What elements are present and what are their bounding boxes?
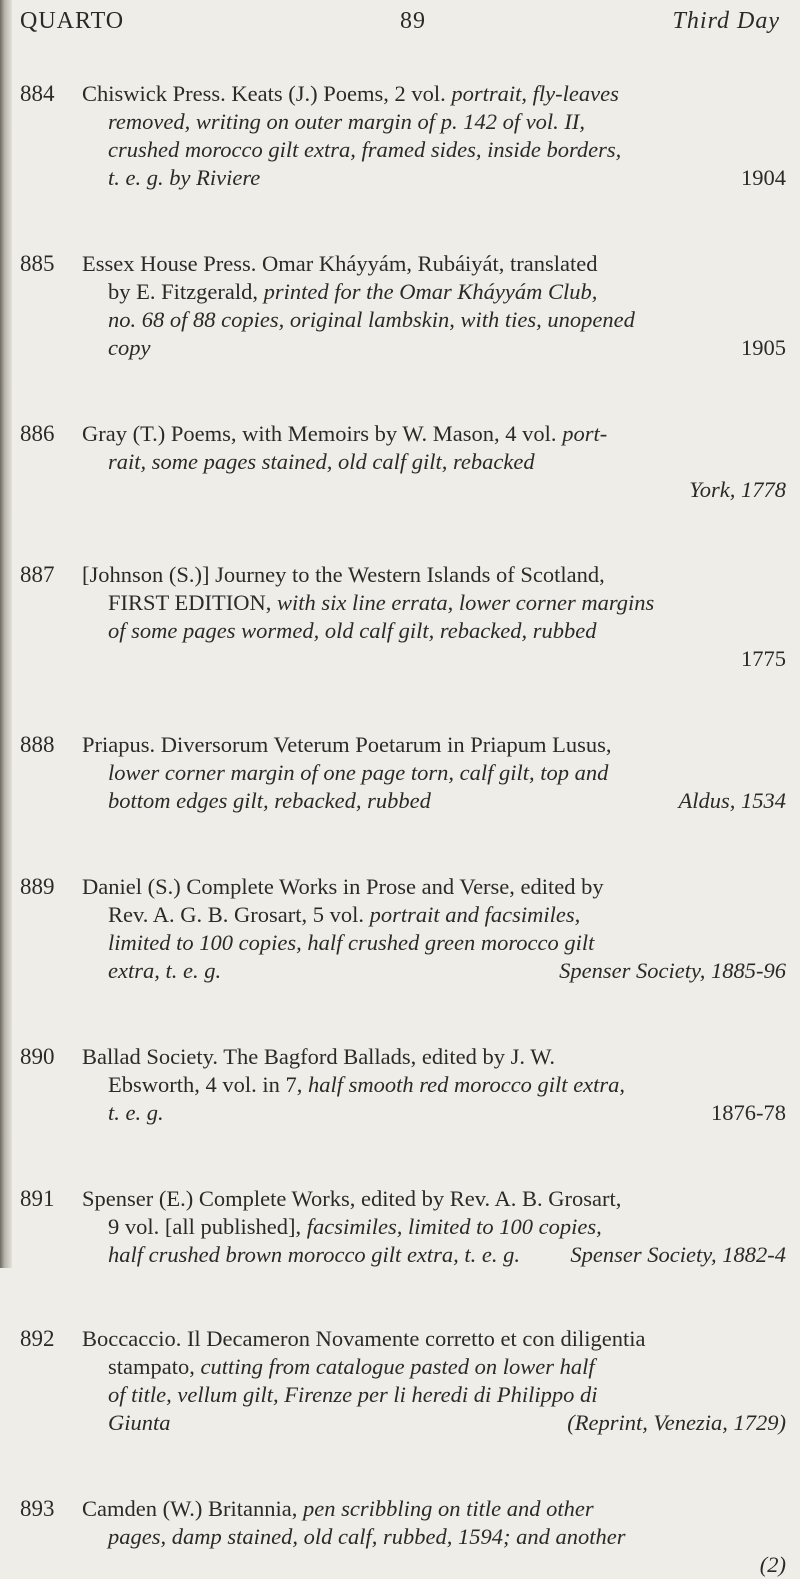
lot-number: 886: [20, 421, 55, 446]
description-line: [82, 617, 786, 645]
description-italic: cutting from catalogue pasted on lower half: [200, 1354, 595, 1379]
description-line: [82, 731, 786, 759]
lot-number: 885: [20, 251, 55, 276]
description-line: [82, 420, 786, 448]
catalogue-entry: [20, 420, 792, 504]
description-roman: Rev. A. G. B. Grosart, 5 vol.: [108, 902, 370, 927]
description-line: [82, 1381, 786, 1409]
description-italic: facsimiles, limited to 100 copies,: [306, 1214, 602, 1239]
description-roman: Chiswick Press. Keats (J.) Poems, 2 vol.: [82, 81, 452, 106]
imprint-date: 1775: [741, 646, 786, 671]
description-italic: with six line errata, lower corner margins: [276, 590, 655, 615]
description-line: [82, 1043, 786, 1071]
description-line: [82, 108, 786, 136]
description-italic: pages, damp stained, old calf, rubbed, 1594; and another: [108, 1524, 626, 1549]
entry-description: [82, 420, 792, 504]
description-italic: lower corner margin of one page torn, calf gilt, top and: [108, 760, 609, 785]
description-line: [82, 929, 786, 957]
description-italic: half smooth red morocco gilt extra,: [308, 1072, 626, 1097]
lot-number: 893: [20, 1496, 55, 1521]
description-roman: by E. Fitzgerald,: [108, 279, 264, 304]
description-italic: of title, vellum gilt, Firenze per li heredi di Philippo di: [108, 1382, 598, 1407]
description-roman: 9 vol. [all published],: [108, 1214, 307, 1239]
entry-description: [82, 1043, 792, 1127]
description-line: [82, 1213, 786, 1241]
entry-description: [82, 1185, 792, 1269]
imprint-date: (Reprint, Venezia, 1729): [567, 1410, 786, 1435]
imprint-date: Spenser Society, 1882-4: [570, 1242, 786, 1267]
description-line: [82, 448, 786, 476]
description-line: [82, 1185, 786, 1213]
imprint-date: York, 1778: [689, 477, 786, 502]
description-italic: half crushed brown morocco gilt extra, t. e. g.: [108, 1242, 521, 1267]
description-line: [82, 1495, 786, 1523]
sale-day: Third Day: [672, 8, 780, 34]
description-line: [82, 1099, 786, 1127]
imprint-date: (2): [759, 1552, 786, 1577]
catalogue-entry: [20, 731, 792, 815]
running-head: [20, 8, 788, 50]
catalogue-entries: [20, 80, 792, 1579]
description-italic: extra, t. e. g.: [108, 958, 222, 983]
imprint-date: Spenser Society, 1885-96: [559, 958, 786, 983]
entry-description: [82, 1325, 792, 1437]
entry-description: [82, 731, 792, 815]
description-roman: Boccaccio. Il Decameron Novamente corretto et con diligentia: [82, 1326, 646, 1351]
description-line: [82, 873, 786, 901]
catalogue-entry: [20, 80, 792, 192]
description-line: [82, 1071, 786, 1099]
catalogue-entry: [20, 1495, 792, 1579]
description-line: [82, 901, 786, 929]
lot-number: 889: [20, 874, 55, 899]
description-roman: stampato,: [108, 1354, 201, 1379]
lot-number: 890: [20, 1044, 55, 1069]
description-italic: rait, some pages stained, old calf gilt, rebacked: [108, 449, 535, 474]
description-italic: removed, writing on outer margin of p. 142 of vol. II,: [108, 109, 586, 134]
description-line: [82, 957, 786, 985]
description-italic: bottom edges gilt, rebacked, rubbed: [108, 788, 431, 813]
description-roman: Gray (T.) Poems, with Memoirs by W. Mason, 4 vol.: [82, 421, 563, 446]
description-italic: portrait, fly-leaves: [451, 81, 619, 106]
description-line: [82, 1353, 786, 1381]
description-italic: portrait and facsimiles,: [369, 902, 581, 927]
entry-description: [82, 1495, 792, 1579]
catalogue-entry: [20, 1043, 792, 1127]
description-line: [82, 1241, 786, 1269]
description-italic: port-: [562, 421, 608, 446]
description-italic: t. e. g.: [108, 1100, 164, 1125]
description-italic: copy: [108, 335, 151, 360]
description-line: [82, 334, 786, 362]
catalogue-entry: [20, 250, 792, 362]
imprint-date: 1904: [741, 165, 786, 190]
lot-number: 888: [20, 732, 55, 757]
catalogue-entry: [20, 1185, 792, 1269]
catalogue-entry: [20, 873, 792, 985]
description-line: [82, 306, 786, 334]
description-roman: FIRST EDITION,: [108, 590, 277, 615]
section-title: QUARTO: [20, 8, 125, 34]
description-line: [82, 1523, 786, 1551]
lot-number: 891: [20, 1186, 55, 1211]
description-line: [82, 250, 786, 278]
description-italic: crushed morocco gilt extra, framed sides, inside borders,: [108, 137, 622, 162]
description-line: [82, 589, 786, 617]
imprint-date: Aldus, 1534: [678, 788, 786, 813]
description-line: [82, 759, 786, 787]
description-roman: Ebsworth, 4 vol. in 7,: [108, 1072, 308, 1097]
description-line: [82, 787, 786, 815]
description-italic: printed for the Omar Kháyyám Club,: [263, 279, 598, 304]
page-number: 89: [400, 8, 426, 34]
entry-description: [82, 250, 792, 362]
description-line: [82, 561, 786, 589]
entry-description: [82, 80, 792, 192]
description-italic: limited to 100 copies, half crushed green morocco gilt: [108, 930, 595, 955]
description-italic: t. e. g. by Riviere: [108, 165, 261, 190]
description-roman: [Johnson (S.)] Journey to the Western Islands of Scotland,: [82, 562, 605, 587]
description-line: [82, 80, 786, 108]
description-roman: Camden (W.) Britannia,: [82, 1496, 303, 1521]
description-italic: pen scribbling on title and other: [303, 1496, 594, 1521]
catalogue-entry: [20, 561, 792, 673]
description-italic: Giunta: [108, 1410, 171, 1435]
date-line: [82, 476, 786, 504]
description-roman: Spenser (E.) Complete Works, edited by Rev. A. B. Grosart,: [82, 1186, 622, 1211]
date-line: [82, 645, 786, 673]
entry-description: [82, 873, 792, 985]
lot-number: 892: [20, 1326, 55, 1351]
imprint-date: 1905: [741, 335, 786, 360]
description-line: [82, 278, 786, 306]
lot-number: 887: [20, 562, 55, 587]
description-roman: Essex House Press. Omar Kháyyám, Rubáiyát, translated: [82, 251, 598, 276]
description-line: [82, 164, 786, 192]
description-roman: Ballad Society. The Bagford Ballads, edited by J. W.: [82, 1044, 556, 1069]
page-edge-shadow: [0, 0, 12, 1268]
description-italic: no. 68 of 88 copies, original lambskin, with ties, unopened: [108, 307, 635, 332]
description-roman: Priapus. Diversorum Veterum Poetarum in Priapum Lusus,: [82, 732, 612, 757]
entry-description: [82, 561, 792, 673]
description-line: [82, 1325, 786, 1353]
date-line: [82, 1551, 786, 1579]
description-italic: of some pages wormed, old calf gilt, rebacked, rubbed: [108, 618, 597, 643]
imprint-date: 1876-78: [711, 1100, 786, 1125]
description-line: [82, 1409, 786, 1437]
lot-number: 884: [20, 81, 55, 106]
catalogue-entry: [20, 1325, 792, 1437]
description-line: [82, 136, 786, 164]
description-roman: Daniel (S.) Complete Works in Prose and Verse, edited by: [82, 874, 604, 899]
